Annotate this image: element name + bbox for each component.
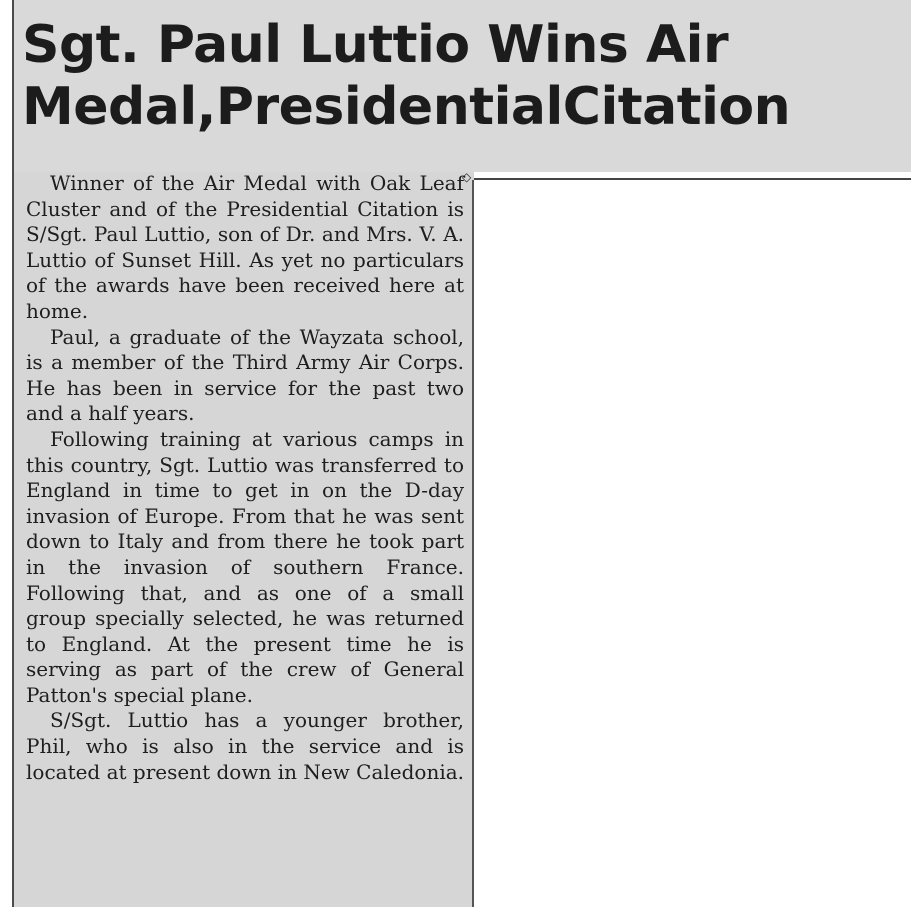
rule-ornament-icon: ◇: [462, 170, 472, 184]
article-paragraph: S/Sgt. Luttio has a younger brother, Phil, who is also in the service and is located at present down in New Caledonia.: [26, 708, 464, 784]
article-body: [26, 171, 464, 785]
column-rule-line: [472, 180, 474, 907]
headline-line-1: Sgt. Paul Luttio Wins Air: [22, 15, 729, 75]
headline: [22, 14, 911, 138]
top-rule-line: [474, 178, 911, 180]
article-paragraph: Paul, a graduate of the Wayzata school, is a member of the Third Army Air Corps. He has been in service for the past two and a half years.: [26, 324, 464, 426]
article-paragraph: Following training at various camps in this country, Sgt. Luttio was transferred to England in time to get in on the D-day invasion of Europe. From that he was sent down to Italy and from there he took part in the invasion of southern France. Following that, and as one of a small group specially selected, he was returned to England. At the present time he is serving as part of the crew of General Patton's special plane.: [26, 426, 464, 707]
clipping-left-edge: [12, 0, 14, 907]
article-paragraph: Winner of the Air Medal with Oak Leaf Cluster and of the Presidential Citation is S/Sgt. Paul Luttio, son of Dr. and Mrs. V. A. Luttio of Sunset Hill. As yet no particulars of the awards have been received here at home.: [26, 171, 464, 323]
headline-line-2: Medal,PresidentialCitation: [22, 77, 791, 137]
